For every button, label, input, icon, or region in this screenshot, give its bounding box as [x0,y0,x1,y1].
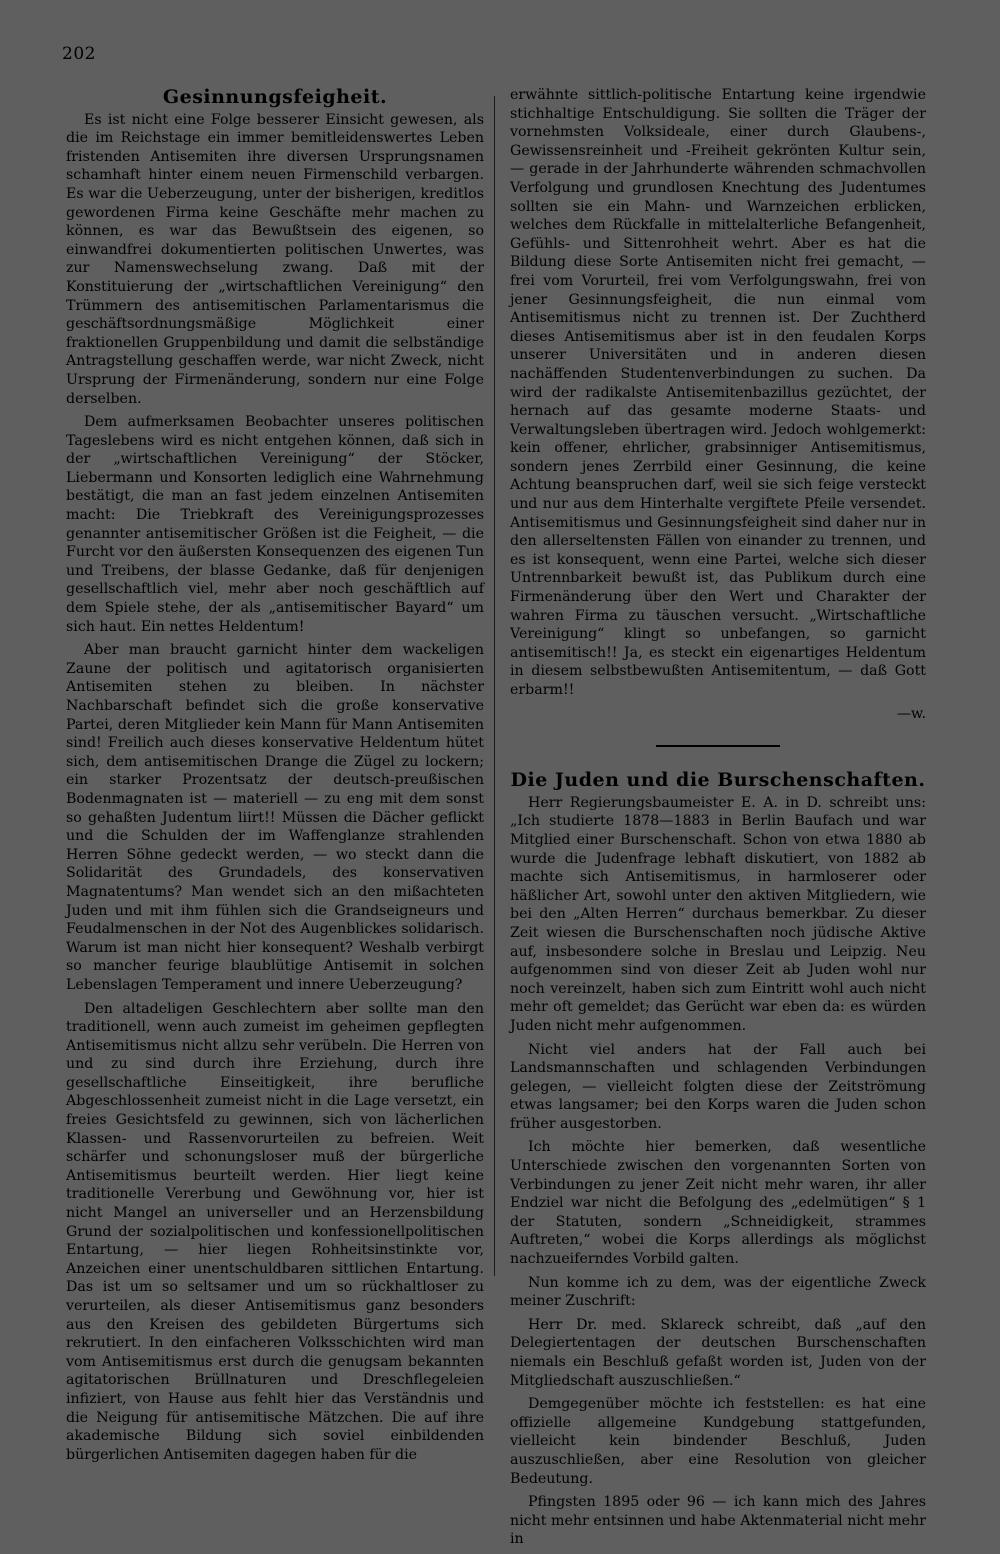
paragraph: Nicht viel anders hat der Fall auch bei Landsmannschaften und schlagenden Verbindungen gelegen, — vielleicht folgten diese der Zeitströmung etwas langsamer; bei den Korps waren die Juden schon früher ausgestorben. [510,1041,926,1132]
article-title: Gesinnungsfeigheit. [162,86,388,108]
paragraph: Ich möchte hier bemerken, daß wesentliche Unterschiede zwischen den vorgenannten Sorten von Verbindungen zu jener Zeit nicht mehr waren, ihr aller Endziel war nicht die Befolgung des „edelmütigen“ § 1 der Statuten, sondern „Schneidigkeit, strammes Auftreten,“ wobei die Korps allerdings als möglichst nachzueiferndes Vorbild galten. [510,1139,926,1268]
paragraph: Pfingsten 1895 oder 96 — ich kann mich des Jahres nicht mehr entsinnen und habe Aktenmaterial nicht mehr in [510,1494,926,1548]
paragraph: Demgegenüber möchte ich feststellen: es hat eine offizielle allgemeine Kundgebung stattgefunden, vielleicht kein bindender Beschluß, Juden auszuschließen, aber eine Resolution von gleicher Bedeutung. [510,1396,926,1487]
paragraph: Aber man braucht garnicht hinter dem wackeligen Zaune der politisch und agitatorisch organisierten Antisemiten stehen zu bleiben. In nächster Nachbarschaft befindet sich die große konservative Partei, deren Mitglieder kein Mann für Mann Antisemiten sind! Freilich auch dieses konservative Heldentum hütet sich, dem antisemitischen Drange die Zügel zu lockern; ein starker Prozentsatz der deutsch-preußischen Bodenmagnaten ist — materiell — zu eng mit dem sonst so gehaßten Judentum liirt!! Müssen die Dächer geflickt und die Schulden der im Waffenglanze strahlenden Herren Söhne gedeckt werden, — wo steckt dann die Solidarität des Grundadels, des konservativen Magnatentums? Man wendet sich an den mißachteten Juden und mit ihm fühlen sich die Grandseigneurs und Feudalmenschen in der Not des Augenblickes solidarisch. Warum ist man nicht hier konsequent? Weshalb verbirgt so mancher feurige blaublütige Antisemit in solchen Lebenslagen Temperament und innere Ueberzeugung? [66,642,484,993]
right-column [510,86,926,1554]
left-column [66,88,484,1469]
article-title-2: Die Juden und die Burschenschaften. [510,769,926,792]
paragraph: Den altadeligen Geschlechtern aber sollte man den traditionell, wenn auch zumeist im geheimen gepflegten Antisemitismus nicht allzu sehr verübeln. Die Herren von und zu sind durch ihre Erziehung, durch ihre gesellschaftliche Einseitigkeit, ihre berufliche Abgeschlossenheit zumeist nicht in die Lage versetzt, ein freies Gesichtsfeld zu gewinnen, sich von lächerlichen Klassen- und Rassenvorurteilen zu befreien. Weit schärfer und schonungsloser muß der bürgerliche Antisemitismus beurteilt werden. Hier liegt keine traditionelle Vererbung und Gewöhnung vor, hier ist nicht Mangel an universeller und an Herzensbildung Grund der sozialpolitischen und konfessionellpolitischen Entartung, — hier liegen Rohheitsinstinkte vor, Anzeichen einer unentschuldbaren sittlichen Entartung. Das ist um so seltsamer und um so rückhaltloser zu verurteilen, als dieser Antisemitismus ganz besonders aus den Kreisen des gebildeten Bürgertums sich rekrutiert. In den einfacheren Volksschichten wird man vom Antisemitismus erst durch die genugsam bekannten agitatorischen Brüllnaturen und Dreschflegeleien infiziert, von Hause aus fehlt hier das Verständnis und die Neigung für antisemitische Mätzchen. Die auf ihre akademische Bildung sich soviel einbildenden bürgerlichen Antisemiten dagegen haben für die [66,1000,484,1463]
section-divider [656,745,780,747]
page-number: 202 [62,44,96,64]
paragraph: Herr Dr. med. Sklareck schreibt, daß „auf den Delegiertentagen der deutschen Burschenschaften niemals ein Beschluß gefaßt worden ist, Juden von der Mitgliedschaft auszuschließen.“ [510,1316,926,1389]
paragraph: erwähnte sittlich-politische Entartung keine irgendwie stichhaltige Entschuldigung. Sie sollten die Träger der vornehmsten Volksideale, einer durch Glaubens-, Gewissensreinheit und -Freiheit gekrönten Kultur sein, — gerade in der Jahrhunderte währenden schmachvollen Verfolgung und grundlosen Knechtung des Judentumes sollten sie ein Mahn- und Warnzeichen erblicken, welches dem Rückfalle in mittelalterliche Befangenheit, Gefühls- und Sittenrohheit wehrt. Aber es hat die Bildung diese Sorte Antisemiten nicht frei gemacht, — frei vom Vorurteil, frei vom Verfolgungswahn, frei von jener Gesinnungsfeigheit, die nun einmal vom Antisemitismus nicht zu trennen ist. Der Zuchtherd dieses Antisemitismus aber ist in den feudalen Korps unserer Universitäten und in anderen diesen nachäffenden Studentenverbindungen zu suchen. Da wird der radikalste Antisemitenbazillus gezüchtet, der hernach auf das gesamte moderne Staats- und Verwaltungsleben übertragen wird. Jedoch wohlgemerkt: kein offener, ehrlicher, grabsinniger Antisemitismus, sondern jenes Zerrbild einer Gesinnung, die keine Achtung beanspruchen darf, weil sie sich feige versteckt und nur aus dem Hinterhalte vergiftete Pfeile versendet. Antisemitismus und Gesinnungsfeigheit sind daher nur in den allerseltensten Fällen von einander zu trennen, und es ist konsequent, wenn eine Partei, welche sich dieser Untrennbarkeit bewußt ist, das Publikum durch eine Firmenänderung über den Wert und Charakter der wahren Firma zu täuschen versucht. „Wirtschaftliche Vereinigung“ klingt so unbefangen, so garnicht antisemitisch!! Ja, es steckt ein eigenartiges Heldentum in diesem selbstbewußten Antisemitentum, — daß Gott erbarm!! [510,87,926,698]
paragraph: Es ist nicht eine Folge besserer Einsicht gewesen, als die im Reichstage ein immer bemitleidenswertes Leben fristenden Antisemiten ihre diversen Ursprungsnamen schamhaft hinter einem neuen Firmenschild verbargen. Es war die Ueberzeugung, unter der bisherigen, kreditlos gewordenen Firma keine Geschäfte mehr machen zu können, es war das Bewußtsein des eigenen, so einwandfrei dokumentierten politischen Unwertes, was zur Namenswechselung zwang. Daß mit der Konstituierung der „wirtschaftlichen Vereinigung“ den Trümmern des antisemitischen Parlamentarismus die geschäftsordnungsmäßige Möglichkeit einer fraktionellen Gruppenbildung und damit die selbständige Antragstellung geschaffen werde, war nicht Zweck, nicht Ursprung der Firmenänderung, sondern nur eine Folge derselben. [66,111,484,407]
paragraph: Herr Regierungsbaumeister E. A. in D. schreibt uns: „Ich studierte 1878—1883 in Berlin Baufach und war Mitglied einer Burschenschaft. Schon von etwa 1880 ab wurde die Judenfrage lebhaft diskutiert, von 1882 ab machte sich Antisemitismus, in harmloserer oder häßlicher Art, sowohl unter den aktiven Mitgliedern, wie bei den „Alten Herren“ durchaus bemerkbar. Zu dieser Zeit wiesen die Burschenschaften noch jüdische Aktive auf, insbesondere solche in Breslau und Leipzig. Neu aufgenommen sind von dieser Zeit ab Juden wohl nur noch vereinzelt, haben sich zum Eintritt wohl auch nicht mehr oft gemeldet; das Gerücht war eben da: es würden Juden nicht mehr aufgenommen. [510,794,926,1034]
author-signature: —w. [896,705,926,722]
paragraph: Nun komme ich zu dem, was der eigentliche Zweck meiner Zuschrift: [510,1274,926,1310]
column-divider [494,96,495,1276]
paragraph: Dem aufmerksamen Beobachter unseres politischen Tageslebens wird es nicht entgehen können, daß sich in der „wirtschaftlichen Vereinigung“ der Stöcker, Liebermann und Konsorten lediglich eine Wahrnehmung bestätigt, die man an fast jedem einzelnen Antisemiten macht: Die Triebkraft des Vereinigungsprozesses genannter antisemitischer Größen ist die Feigheit, — die Furcht vor den äußersten Konsequenzen des eigenen Tun und Treibens, der blasse Gedanke, daß für denjenigen gesellschaftlich viel, mehr aber noch geschäftlich auf dem Spiele stehe, der als „antisemitischer Bayard“ um sich haut. Ein nettes Heldentum! [66,414,484,635]
